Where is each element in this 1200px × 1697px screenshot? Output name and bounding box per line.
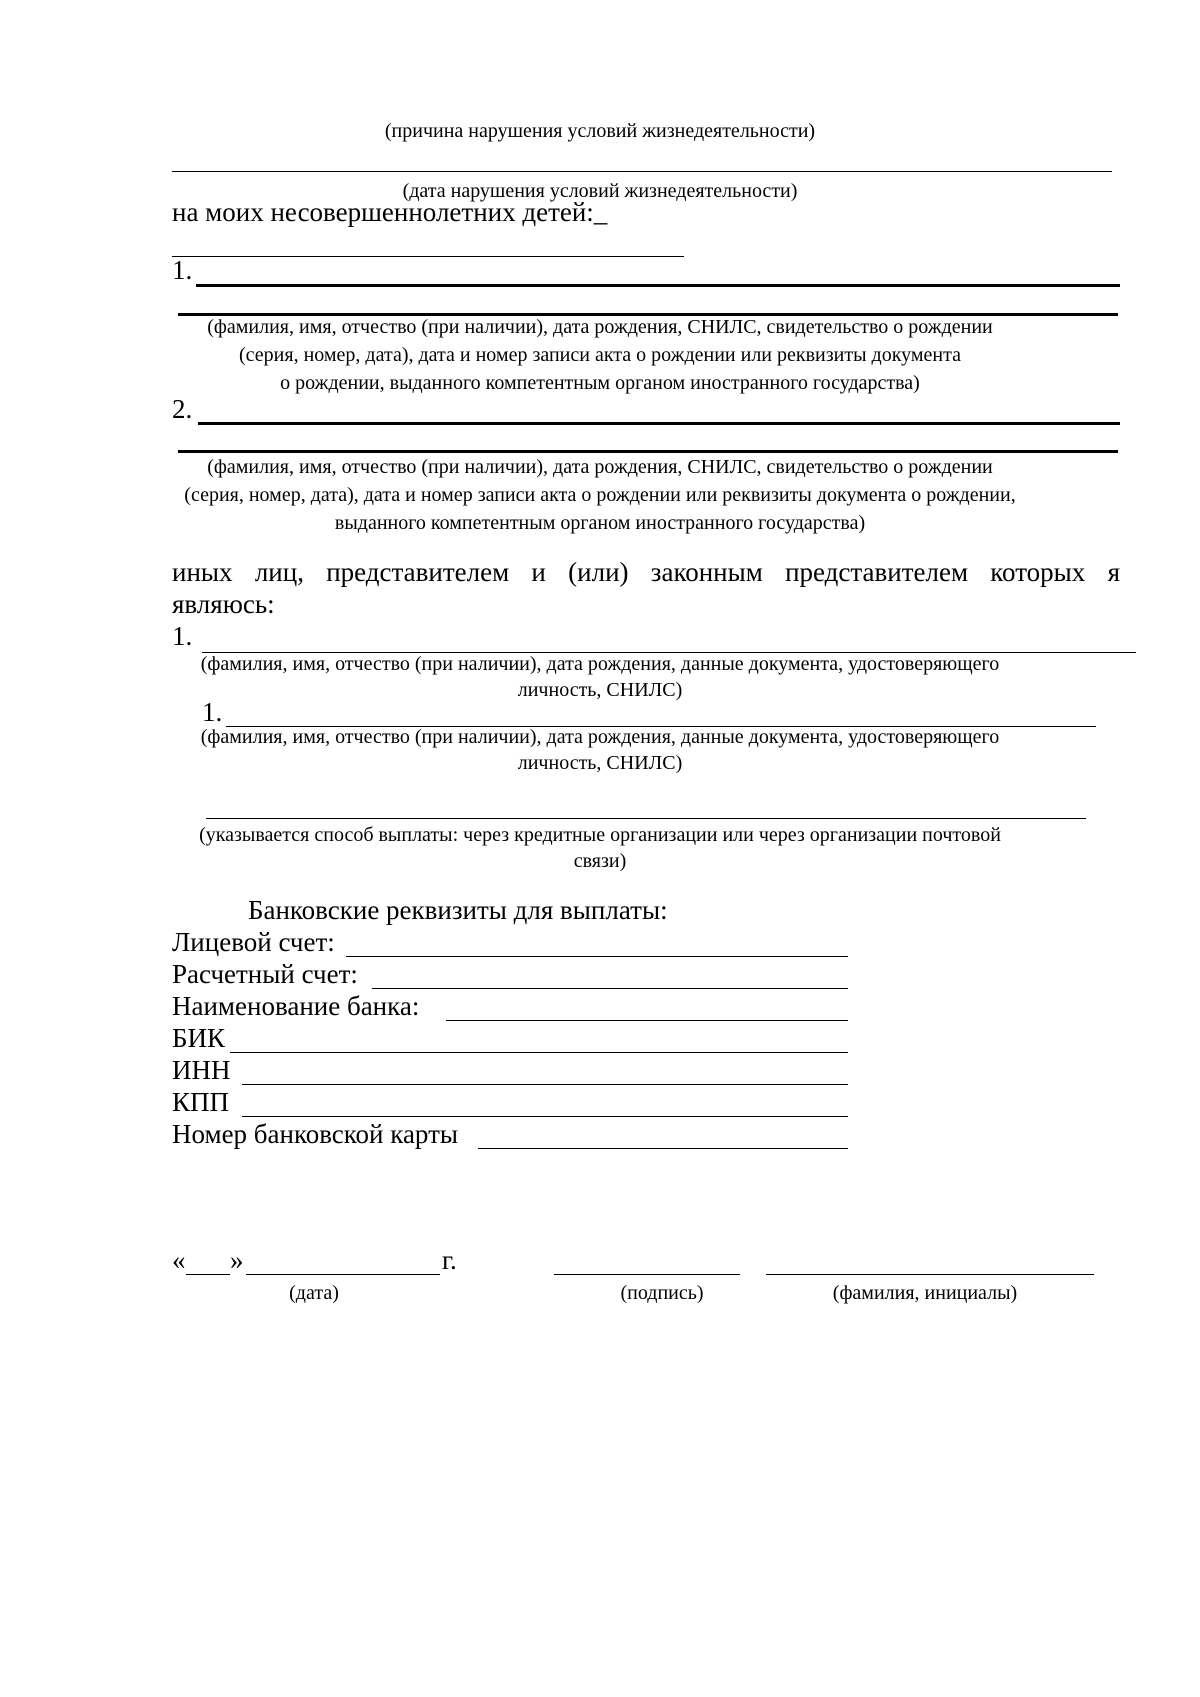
kpp-field[interactable]	[242, 1088, 848, 1117]
child-2-field[interactable]	[198, 394, 1120, 425]
caption-child-1-line1: (фамилия, имя, отчество (при наличии), дата рождения, СНИЛС, свидетельство о рождении	[207, 316, 993, 338]
date-day-field[interactable]	[186, 1246, 230, 1275]
date-close-quote: »	[230, 1245, 244, 1275]
caption-child-2-line1: (фамилия, имя, отчество (при наличии), дата рождения, СНИЛС, свидетельство о рождении	[207, 456, 993, 478]
children-heading: на моих несовершеннолетних детей:_	[172, 197, 608, 227]
personal-account-field[interactable]	[346, 928, 848, 957]
person-2-field[interactable]	[226, 698, 1096, 727]
caption-child-1-line2: (серия, номер, дата), дата и номер записи акта о рождении или реквизиты документа	[239, 344, 961, 366]
child-2-field-continued[interactable]	[178, 422, 1118, 453]
full-name-initials-field[interactable]	[766, 1246, 1094, 1275]
caption-child-1-line3: о рождении, выданного компетентным органом иностранного государства)	[280, 372, 920, 394]
caption-person-1-line2: личность, СНИЛС)	[517, 679, 683, 701]
date-month-field[interactable]	[246, 1246, 440, 1275]
caption-child-2-line3: выданного компетентным органом иностранного государства)	[334, 512, 866, 534]
caption-cause: (причина нарушения условий жизнедеятельности)	[384, 120, 816, 142]
bik-field[interactable]	[230, 1024, 848, 1053]
caption-signature-name: (фамилия, инициалы)	[832, 1282, 1018, 1304]
caption-person-2-line1: (фамилия, имя, отчество (при наличии), дата рождения, данные документа, удостоверяющего	[200, 726, 1000, 748]
settlement-account-label: Расчетный счет:	[172, 959, 358, 989]
payment-method-field[interactable]	[206, 790, 1086, 819]
others-heading: иных лиц, представителем и (или) законным представителем которых я	[172, 557, 1120, 587]
bank-name-label: Наименование банка:	[172, 991, 420, 1021]
card-number-field[interactable]	[478, 1120, 848, 1149]
caption-signature-sign: (подпись)	[620, 1282, 704, 1304]
disability-date-field[interactable]	[172, 143, 1112, 172]
date-year-suffix: г.	[442, 1245, 457, 1275]
others-heading-continued: являюсь:	[172, 589, 275, 619]
kpp-label: КПП	[172, 1087, 230, 1117]
caption-date: (дата нарушения условий жизнедеятельности)	[402, 180, 798, 202]
caption-child-2-line2: (серия, номер, дата), дата и номер записи акта о рождении или реквизиты документа о рождении,	[184, 484, 1016, 506]
caption-signature-date: (дата)	[289, 1282, 339, 1304]
personal-account-label: Лицевой счет:	[172, 927, 335, 957]
caption-payment-line1: (указывается способ выплаты: через кредитные организации или через организации почтовой	[199, 824, 1001, 846]
card-number-label: Номер банковской карты	[172, 1119, 459, 1149]
date-open-quote: «	[172, 1245, 186, 1275]
inn-label: ИНН	[172, 1055, 231, 1085]
caption-person-1-line1: (фамилия, имя, отчество (при наличии), дата рождения, данные документа, удостоверяющего	[200, 653, 1000, 675]
bik-label: БИК	[172, 1023, 226, 1053]
child-1-number: 1.	[172, 255, 193, 285]
inn-field[interactable]	[242, 1056, 848, 1085]
person-2-number: 1.	[202, 697, 223, 727]
settlement-account-field[interactable]	[372, 960, 848, 989]
signature-field[interactable]	[554, 1246, 740, 1275]
children-extra-field[interactable]	[172, 228, 684, 257]
bank-heading: Банковские реквизиты для выплаты:	[248, 895, 668, 925]
person-1-field[interactable]	[202, 624, 1136, 653]
child-2-number: 2.	[172, 394, 193, 424]
person-1-number: 1.	[172, 621, 193, 651]
caption-person-2-line2: личность, СНИЛС)	[517, 752, 683, 774]
child-1-field-continued[interactable]	[178, 285, 1118, 316]
caption-payment-line2: связи)	[573, 850, 627, 872]
bank-name-field[interactable]	[446, 992, 848, 1021]
child-1-field[interactable]	[196, 256, 1120, 287]
